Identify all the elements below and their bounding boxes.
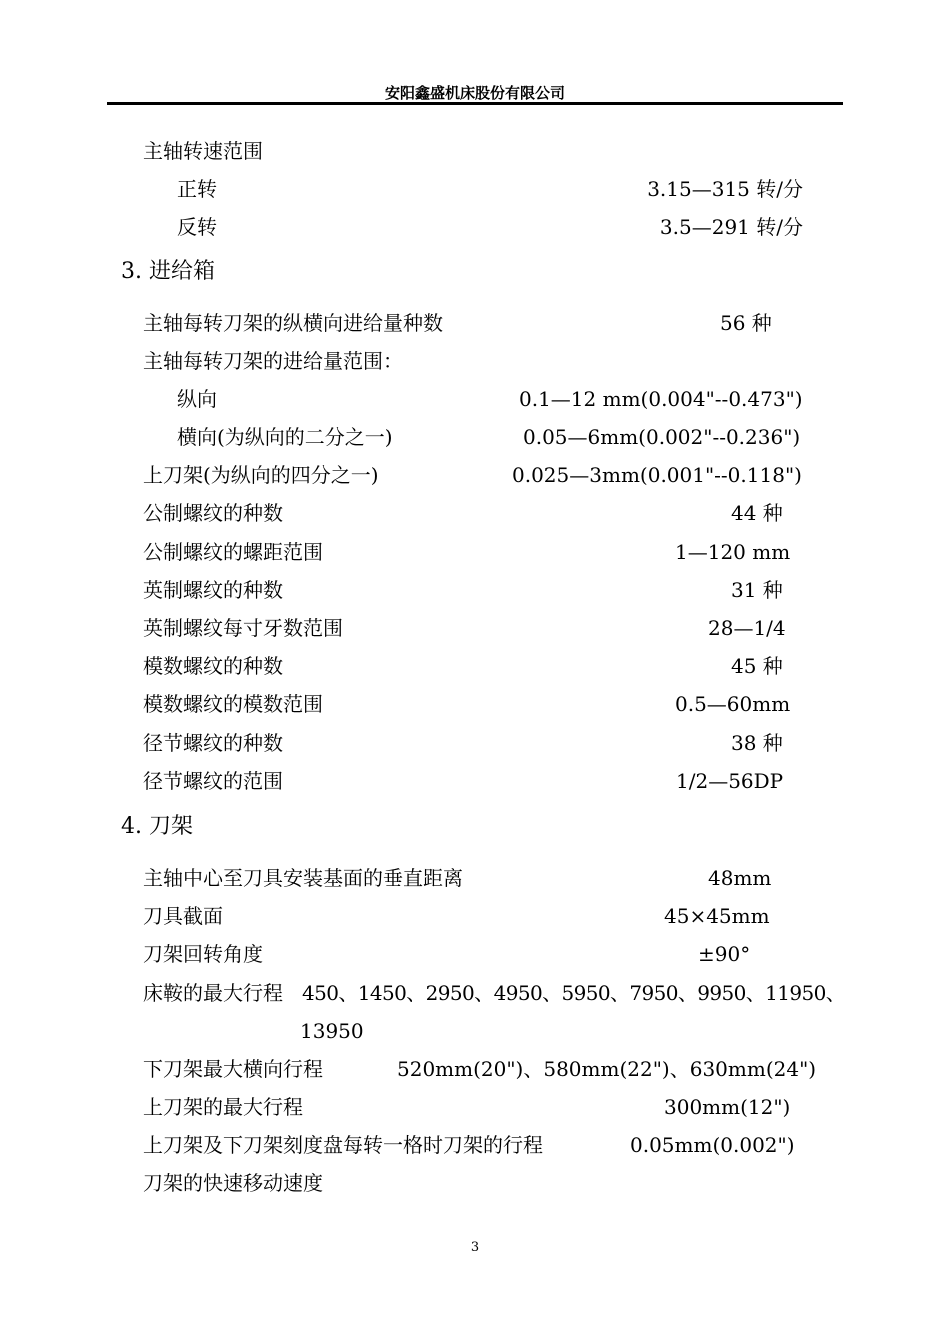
module-kinds-value: 45 种 xyxy=(731,654,783,678)
rotation-label: 刀架回转角度 xyxy=(143,942,263,966)
page-header: 安阳鑫盛机床股份有限公司 xyxy=(384,84,565,102)
page-number: 3 xyxy=(470,1240,480,1255)
carriage-travel-value-cont: 13950 xyxy=(300,1019,364,1043)
module-range-value: 0.5—60mm xyxy=(675,692,791,716)
reverse-value: 3.5—291 转/分 xyxy=(659,215,803,239)
tool-section-label: 刀具截面 xyxy=(143,904,223,928)
longitudinal-value: 0.1—12 mm(0.004"--0.473") xyxy=(519,387,803,411)
dp-kinds-value: 38 种 xyxy=(731,731,783,755)
forward-label: 正转 xyxy=(177,177,217,201)
feed-range-label: 主轴每转刀架的进给量范围： xyxy=(143,349,403,373)
carriage-travel-label: 床鞍的最大行程 xyxy=(143,981,283,1005)
spindle-speed-title: 主轴转速范围 xyxy=(143,139,263,163)
feed-kinds-label: 主轴每转刀架的纵横向进给量种数 xyxy=(143,311,443,335)
carriage-travel-value: 450、1450、2950、4950、5950、7950、9950、11950、 xyxy=(302,981,846,1005)
center-height-label: 主轴中心至刀具安装基面的垂直距离 xyxy=(143,866,463,890)
module-range-label: 模数螺纹的模数范围 xyxy=(143,692,323,716)
rotation-value: ±90° xyxy=(698,942,751,966)
metric-pitch-value: 1—120 mm xyxy=(675,540,791,564)
center-height-value: 48mm xyxy=(708,866,772,890)
inch-kinds-value: 31 种 xyxy=(731,578,783,602)
dp-kinds-label: 径节螺纹的种数 xyxy=(143,731,283,755)
module-kinds-label: 模数螺纹的种数 xyxy=(143,654,283,678)
upper-travel-label: 上刀架的最大行程 xyxy=(143,1095,303,1119)
header-rule xyxy=(107,102,843,105)
longitudinal-label: 纵向 xyxy=(177,387,217,411)
metric-pitch-label: 公制螺纹的螺距范围 xyxy=(143,540,323,564)
upper-travel-value: 300mm(12") xyxy=(664,1095,791,1119)
lower-cross-label: 下刀架最大横向行程 xyxy=(143,1057,323,1081)
lower-cross-value: 520mm(20")、580mm(22")、630mm(24") xyxy=(397,1057,817,1081)
dial-value: 0.05mm(0.002") xyxy=(630,1133,795,1157)
cross-label: 横向(为纵向的二分之一) xyxy=(177,425,393,449)
feed-kinds-value: 56 种 xyxy=(720,311,772,335)
upper-feed-value: 0.025—3mm(0.001"--0.118") xyxy=(512,463,802,487)
cross-value: 0.05—6mm(0.002"--0.236") xyxy=(523,425,801,449)
upper-feed-label: 上刀架(为纵向的四分之一) xyxy=(143,463,379,487)
inch-tpi-label: 英制螺纹每寸牙数范围 xyxy=(143,616,343,640)
rapid-traverse-label: 刀架的快速移动速度 xyxy=(143,1171,323,1195)
inch-tpi-value: 28—1/4 xyxy=(708,616,786,640)
dial-label: 上刀架及下刀架刻度盘每转一格时刀架的行程 xyxy=(143,1133,543,1157)
dp-range-value: 1/2—56DP xyxy=(676,769,784,793)
inch-kinds-label: 英制螺纹的种数 xyxy=(143,578,283,602)
forward-value: 3.15—315 转/分 xyxy=(647,177,803,201)
section-heading-tool-post: 4. 刀架 xyxy=(121,814,193,839)
metric-kinds-label: 公制螺纹的种数 xyxy=(143,501,283,525)
section-heading-feed-box: 3. 进给箱 xyxy=(121,259,215,284)
reverse-label: 反转 xyxy=(177,215,217,239)
metric-kinds-value: 44 种 xyxy=(731,501,783,525)
tool-section-value: 45×45mm xyxy=(664,904,770,928)
dp-range-label: 径节螺纹的范围 xyxy=(143,769,283,793)
